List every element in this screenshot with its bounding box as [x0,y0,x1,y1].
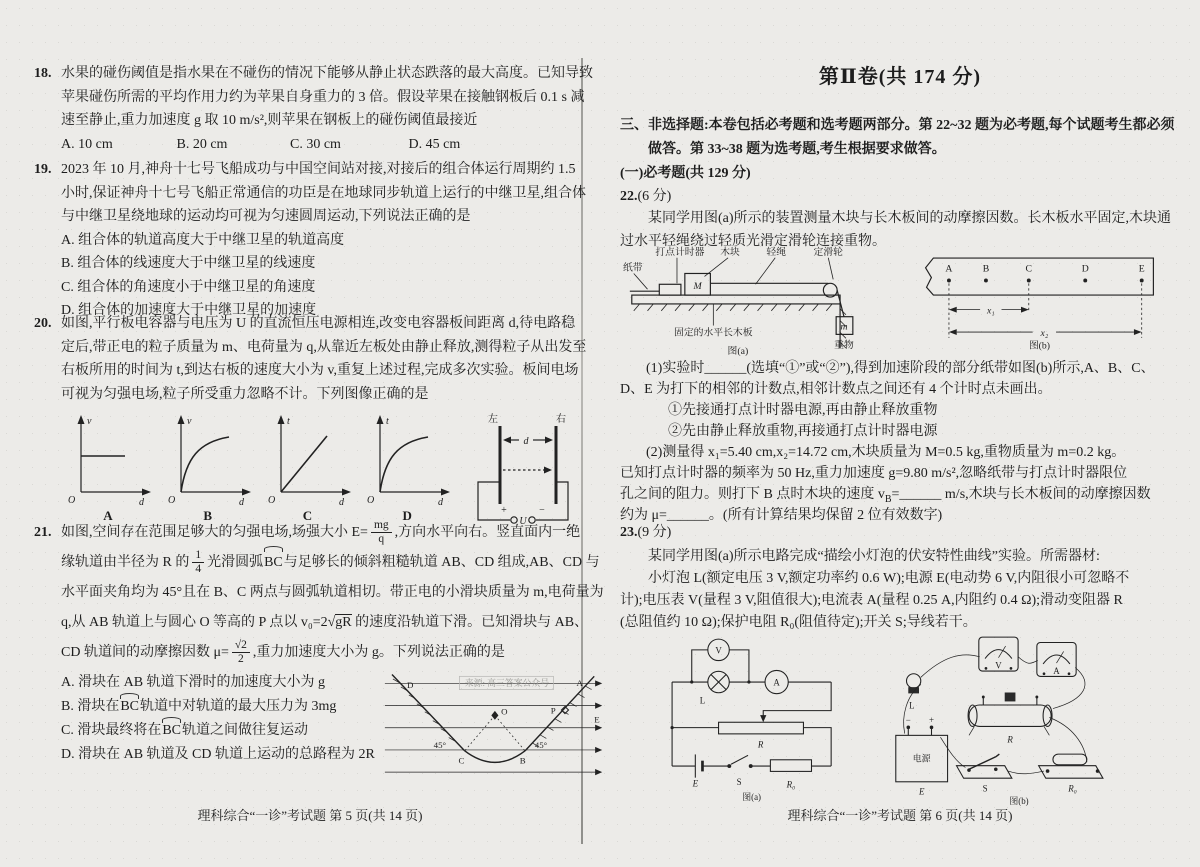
q20-line-4: 可视为匀强电场,粒子所受重力忽略不计。下列图像正确的是 [61,386,429,402]
q21-line-2b: 光滑圆弧 [207,555,264,570]
q21-figure-track [383,671,605,781]
q21-line-5b: ,重力加速度大小为 g。下列说法正确的是 [252,645,505,660]
q18-line-3: 速至静止,重力加速度 g 取 10 m/s²,则苹果在钢板上的碰伤阈值最接近 [61,113,478,128]
q20-cap-minus-sign: − [539,505,545,516]
q23-photo-ammeter-label: A [1053,665,1060,676]
q21-option-c-arc-bc: BC [161,719,182,743]
q23-materials-1: 小灯泡 L(额定电压 3 V,额定功率约 0.6 W);电源 E(电动势 6 V,内阻很小可忽略不 [648,571,1130,586]
q21-frac1-num: mg [371,519,392,533]
q21-frac3-den: 2 [238,653,244,665]
q21-options [61,671,383,781]
q22-weight-m-label: m [840,321,848,333]
question-22-score: (6 分) [637,189,672,204]
q21-line-1a: 如图,空间存在范围足够大的匀强电场,场强大小 E= [61,525,368,540]
q23-circuit-switch-label: S [736,776,742,787]
q22-part2-line-1: (2)测量得 x₁=5.40 cm,x₂=14.72 cm,木块质量为 M=0.5 kg,重物质量为 m=0.2 kg。 [646,445,1126,460]
q22-vb-subscript: B [884,493,892,505]
q21-arc-bc: BC [263,548,284,578]
q21-watermark: 来源: 高三答案公众号 [464,678,550,689]
q21-frac1-den: q [378,533,385,545]
q22-label-rope: 轻绳 [766,246,787,258]
q22-label-tape: 纸带 [622,262,643,274]
q23-photo-power-label: 电源 [912,753,931,764]
q22-figure-b-tape [910,244,1168,350]
section3-line-2: 做答。第 33~38 题为选考题,考生根据要求做答。 [648,142,946,157]
q20-line-1: 如图,平行板电容器与电压为 U 的直流恒压电源相连,改变电容器板间距离 d,待电路稳 [61,316,576,331]
q21-fig-label-a: A [576,678,583,689]
q19-line-3: 与中继卫星绕地球的运动均可视为匀速圆周运动,下列说法正确的是 [61,209,471,224]
question-18-number: 18. [34,66,52,81]
q20-graph-a-xlabel: d [139,497,144,508]
q21-frac3-num: √2 [232,639,250,653]
q19-option-c: C. 组合体的角速度小于中继卫星的角速度 [61,279,316,295]
q19-option-d: D. 组合体的加速度大于中继卫星的加速度 [61,303,317,318]
q23-photo-minus-sign: − [905,714,911,725]
q21-fig-label-p: P [550,705,556,716]
q23-circuit-lamp-label: L [699,695,706,706]
q21-line-2 [61,548,600,578]
q23-photo-lamp-label: L [909,700,915,711]
q22-figure-a-caption: 图(a) [727,346,749,358]
q22-part2-line-2: 已知打点计时器的频率为 50 Hz,重力加速度 g=9.80 m/s²,忽略纸带与打点计时器限位 [620,466,1128,481]
q20-graph-c-ylabel: t [286,416,290,427]
q23-photo-switch-label: S [982,783,988,794]
q23-photo-voltmeter-label: V [995,660,1002,671]
q20-cap-left-label: 左 [488,414,498,425]
question-18 [34,62,593,156]
q22-part1-line-1: (1)实验时______(选填“①”或“②”),得到加速阶段的部分纸带如图(b)所示,A、B、C、 [646,361,1155,376]
q22-x1-label: x₁ [986,305,995,317]
q21-option-c [61,719,383,743]
q20-graph-c [261,410,361,524]
question-21 [34,518,604,781]
q20-graph-d-letter: D [402,508,412,523]
q22-tape-point-d: D [1081,263,1089,275]
q23-circuit-r0-label: R₀ [786,779,796,790]
q21-line-1 [61,518,586,548]
q21-option-b1: B. 滑块在 [61,699,120,714]
q18-options [61,133,586,157]
q22-label-weight: 重物 [834,340,854,352]
q21-line-4b: 的速度沿轨道下滑。已知滑块与 AB、 [351,615,589,630]
question-19-number: 19. [34,162,52,177]
q21-fig-label-c: C [458,755,465,766]
q23-circuit-battery-label: E [692,778,699,789]
q19-line-2: 小时,保证神舟十七号飞船正常通信的功臣是在地球同步轨道上运行的中继卫星,组合体 [61,185,586,201]
q21-line-3: 水平面夹角均为 45°且在 B、C 两点与圆弧轨道相切。带正电的小滑块质量为 m,电荷量为 [61,585,604,600]
q22-part1-option-2: ②先由静止释放重物,再接通打点计时器电源 [668,424,938,439]
q22-block-m-label: M [693,281,702,293]
q20-graph-a-origin: O [68,495,76,506]
q22-label-pulley: 定滑轮 [813,246,843,258]
q21-line-5 [61,638,586,668]
q20-cap-u-label: U [519,516,527,527]
q23-figure-b-apparatus [894,630,1144,805]
q23-intro: 某同学用图(a)所示电路完成“描绘小灯泡的伏安特性曲线”实验。所需器材: [648,549,1100,564]
q21-fig-angle-left: 45° [433,740,447,751]
q23-figure-a-circuit [656,630,866,802]
q20-graph-c-origin: O [267,495,275,506]
q18-line-2: 苹果碰伤所需的平均作用力约为苹果自身重力的 3 倍。假设苹果在接触钢板后 0.1 s 减 [61,89,585,105]
q23-materials-2: 计);电压表 V(量程 3 V,阻值很大);电流表 A(量程 0.25 A,内阻约 0.4 Ω);滑动变阻器 R [620,593,1123,608]
question-22-number: 22. [620,189,638,204]
q21-option-d: D. 滑块在 AB 轨道及 CD 轨道上运动的总路程为 2R [61,747,375,762]
question-20-number: 20. [34,316,52,331]
q21-line-4 [61,608,589,638]
q18-option-a: A. 10 cm [61,136,113,152]
q21-option-c1: C. 滑块最终将在 [61,723,162,738]
q23-photo-rheostat-label: R [1007,734,1013,745]
q22-label-timer: 打点计时器 [655,246,705,258]
q23-circuit-rheostat-label: R [757,739,764,750]
q20-graph-b-letter: B [203,508,213,523]
q22-figure-b-caption: 图(b) [1028,340,1051,352]
q20-line-3: 右板所用的时间为 t,到达右板的速度大小为 v,重复上述过程,完成多次实验。板间电场 [61,363,579,378]
q22-figure-a-apparatus [620,244,900,356]
q18-line-1: 水果的碰伤阈值是指水果在不碰伤的情况下能够从静止状态跌落的最大高度。已知导致 [61,66,593,81]
q22-label-block: 木块 [720,246,740,258]
q21-frac2-num: 1 [192,549,204,563]
q20-graph-d-origin: O [367,495,375,506]
q21-fraction-mg-q [371,519,392,545]
q22-label-board: 固定的水平长木板 [674,327,753,339]
right-page-footer: 理科综合“一诊”考试题 第 6 页(共 14 页) [787,808,1013,823]
question-20 [34,312,586,536]
q22-figures [620,244,1168,356]
q20-graph-c-letter: C [302,508,313,523]
q20-graph-a [61,410,161,524]
q19-option-b: B. 组合体的线速度大于中继卫星的线速度 [61,256,316,271]
q22-tape-point-a: A [945,263,953,275]
q21-line-2a: 缘轨道由半径为 R 的 [61,555,190,570]
q21-line-4a: q,从 AB 轨道上与圆心 O 等高的 P 点以 v₀=2√ [61,615,336,630]
q18-option-d: D. 45 cm [408,136,461,152]
q21-line-1b: ,方向水平向右。竖直面内一绝 [394,525,581,540]
q21-option-b3: 轨道中对轨道的最大压力为 3mg [140,699,337,714]
q21-line-2c: 与足够长的倾斜粗糙轨道 AB、CD 组成,AB、CD 与 [283,555,600,570]
q22-part2-line-3b: =______ m/s,木块与长木板间的动摩擦因数 [891,487,1151,502]
q19-line-1: 2023 年 10 月,神舟十七号飞船成功与中国空间站对接,对接后的组合体运行周期约 1.5 [61,162,576,177]
q20-graph-b [161,410,261,524]
q21-fig-label-o: O [501,706,508,717]
q21-frac2-den: 4 [195,563,202,575]
left-page-footer: 理科综合“一诊”考试题 第 5 页(共 14 页) [197,808,423,823]
q19-option-a: A. 组合体的轨道高度大于中继卫星的轨道高度 [61,232,345,248]
q22-intro-1: 某同学用图(a)所示的装置测量木块与长木板间的动摩擦因数。长木板水平固定,木块通 [648,211,1172,226]
q18-option-b: B. 20 cm [176,136,228,152]
q20-cap-right-label: 右 [556,414,566,425]
q22-part1-option-1: ①先接通打点计时器电源,再由静止释放重物 [668,403,938,418]
volume-2-title: 第Ⅱ卷(共 174 分) [818,66,982,88]
question-23-number: 23. [620,525,638,540]
q22-part2-line-3a: 孔之间的阻力。则打下 B 点时木块的速度 v [620,487,885,502]
q20-cap-d-label: d [523,436,529,447]
q23-materials-3: (总阻值约 10 Ω);保护电阻 R₀(阻值待定);开关 S;导线若干。 [620,615,977,630]
q20-graph-d-xlabel: d [438,497,444,508]
q23-circuit-ammeter-label: A [773,677,780,688]
q21-option-a: A. 滑块在 AB 轨道下滑时的加速度大小为 g [61,675,326,690]
q21-fig-angle-right: 45° [534,740,548,751]
q20-graph-b-origin: O [167,495,175,506]
q23-photo-plus-sign: + [928,714,935,725]
q22-tape-point-c: C [1025,263,1033,275]
q20-graph-d-ylabel: t [386,416,390,427]
q21-line-5a: CD 轨道间的动摩擦因数 μ= [61,645,229,660]
part1-heading: (一)必考题(共 129 分) [620,166,751,181]
question-21-number: 21. [34,525,52,540]
q20-cap-plus-sign: + [501,505,507,516]
q20-line-2: 定后,带正电的粒子质量为 m、电荷量为 q,从靠近左板处由静止释放,测得粒子从出发至 [61,339,587,355]
q22-part1-line-2: D、E 为打下的相邻的计数点,相邻计数点之间还有 4 个计时点未画出。 [620,382,1052,397]
q22-part2-line-4: 约为 μ=______。(所有计算结果均保留 2 位有效数字) [620,508,943,523]
q20-graph-d [360,410,460,524]
q23-photo-r0-label: R₀ [1068,783,1077,794]
q18-option-c: C. 30 cm [290,136,341,152]
q23-photo-e-label: E [918,786,925,797]
q23-figure-b-caption: 图(b) [1009,796,1029,807]
q21-fig-label-e: E [594,714,600,725]
q21-option-b-arc-bc: BC [119,695,140,719]
q20-graph-b-xlabel: d [238,497,244,508]
question-23-heading [620,522,1180,543]
q22-part2-line-3 [620,484,1180,505]
q21-fraction-sqrt2-2 [232,639,250,665]
q20-graph-a-ylabel: v [87,416,92,427]
q23-figures [656,630,1144,805]
q22-x2-label: x₂ [1040,327,1049,339]
q22-intro-2: 过水平轻绳绕过轻质光滑定滑轮连接重物。 [620,234,886,249]
q21-fig-label-d: D [407,679,414,690]
q21-fig-label-b: B [519,755,526,766]
question-23-score: (9 分) [637,525,672,540]
q23-circuit-voltmeter-label: V [715,645,722,656]
q21-sqrt-gr: gR [335,615,352,630]
q21-fraction-1-4 [192,549,204,575]
q20-graph-b-ylabel: v [186,416,192,427]
q20-graph-c-xlabel: d [338,497,344,508]
q21-option-c3: 轨道之间做往复运动 [182,723,309,738]
q22-tape-point-b: B [982,263,990,275]
q23-figure-a-caption: 图(a) [742,792,762,802]
q20-graph-a-letter: A [103,508,113,523]
q22-tape-point-e: E [1138,263,1145,275]
question-19 [34,158,586,323]
question-22-heading [620,186,1180,207]
section3-line-1: 三、非选择题:本卷包括必考题和选考题两部分。第 22~32 题为必考题,每个试题考生都必须 [620,118,1175,133]
q21-option-b [61,695,383,719]
